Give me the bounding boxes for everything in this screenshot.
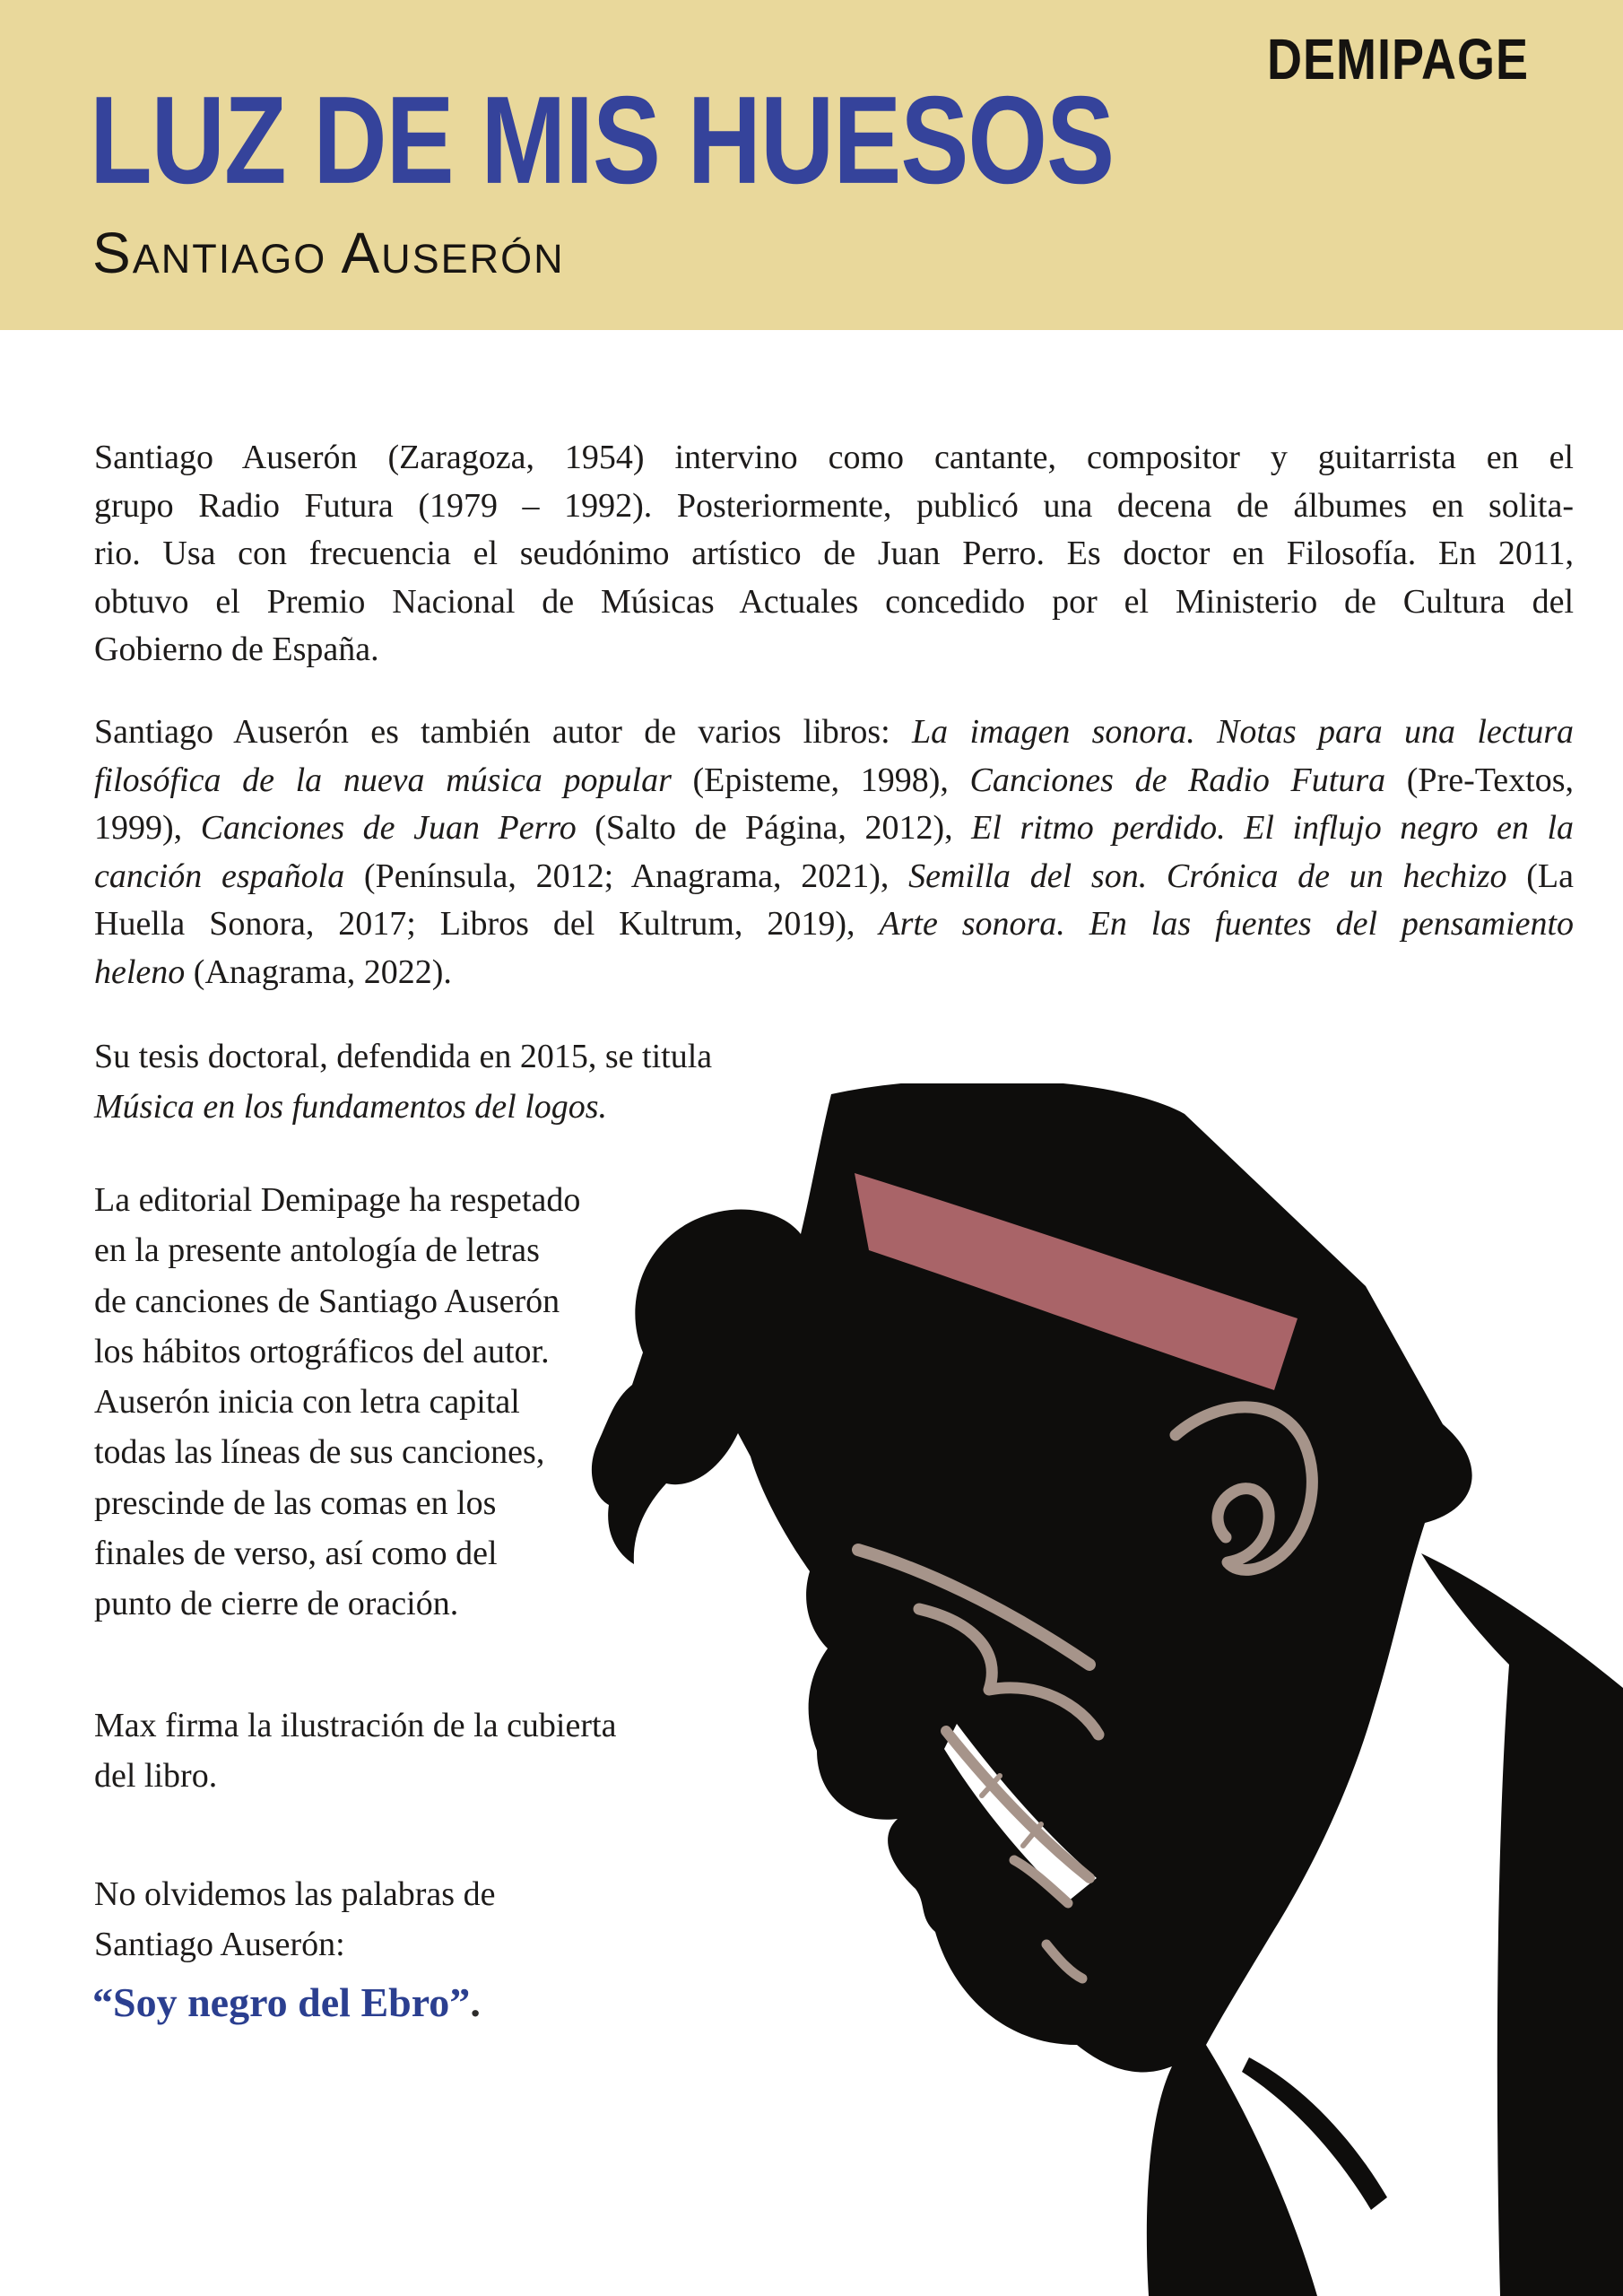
quote-period: . xyxy=(470,1979,481,2025)
bio-paragraph: Santiago Auserón (Zaragoza, 1954) intervino como cantante, compositor y guitarrista en el grupo Radio Futura (1979 – 1992). Posteriormente, publicó una decena de álbumes en solita- rio. Usa con frecuencia el seudónimo artístico de Juan Perro. Es doctor en Filosofía. En 2011, obtuvo el Premio Nacional de Músicas Actuales concedido por el Ministerio de Cultura del Gobierno de España. xyxy=(94,439,1574,669)
quote-intro-paragraph: No olvidemos las palabras de Santiago Auserón: xyxy=(94,1875,496,1964)
header-band xyxy=(0,0,1623,330)
man-with-hat-illustration xyxy=(498,1083,1623,2296)
book-title: LUZ DE MIS HUESOS xyxy=(90,71,1115,211)
cover-credit-paragraph: Max firma la ilustración de la cubierta del libro. xyxy=(94,1707,617,1796)
thesis-paragraph: Su tesis doctoral, defendida en 2015, se titula Música en los fundamentos del logos. xyxy=(94,1038,713,1126)
author-name: Santiago Auserón xyxy=(92,221,565,285)
publisher-logo: DEMIPAGE xyxy=(1266,28,1529,91)
illustration-canvas xyxy=(498,1083,1623,2296)
books-paragraph: Santiago Auserón es también autor de varios libros: La imagen sonora. Notas para una lectura filosófica de la nueva música popular (Episteme, 1998), Canciones de Radio Futura (Pre-Textos, 1999), Canciones de Juan Perro (Salto de Página, 2012), El ritmo perdido. El influjo negro en la canción española (Península, 2012; Anagrama, 2021), Semilla del son. Crónica de un hechizo (La Huella Sonora, 2017; Libros del Kultrum, 2019), Arte sonora. En las fuentes del pensamiento heleno (Anagrama, 2022). xyxy=(94,713,1575,991)
quote-text: “Soy negro del Ebro” xyxy=(92,1979,471,2025)
jacket-shape xyxy=(1421,1553,1623,2296)
author-quote xyxy=(92,1979,481,2026)
editorial-note-paragraph: La editorial Demipage ha respetado en la presente antología de letras de canciones de Santiago Auserón los hábitos ortográficos del autor. Auserón inicia con letra capital todas las líneas de sus canciones, prescinde de las comas en los finales de verso, así como del punto de cierre de oración. xyxy=(94,1181,581,1623)
